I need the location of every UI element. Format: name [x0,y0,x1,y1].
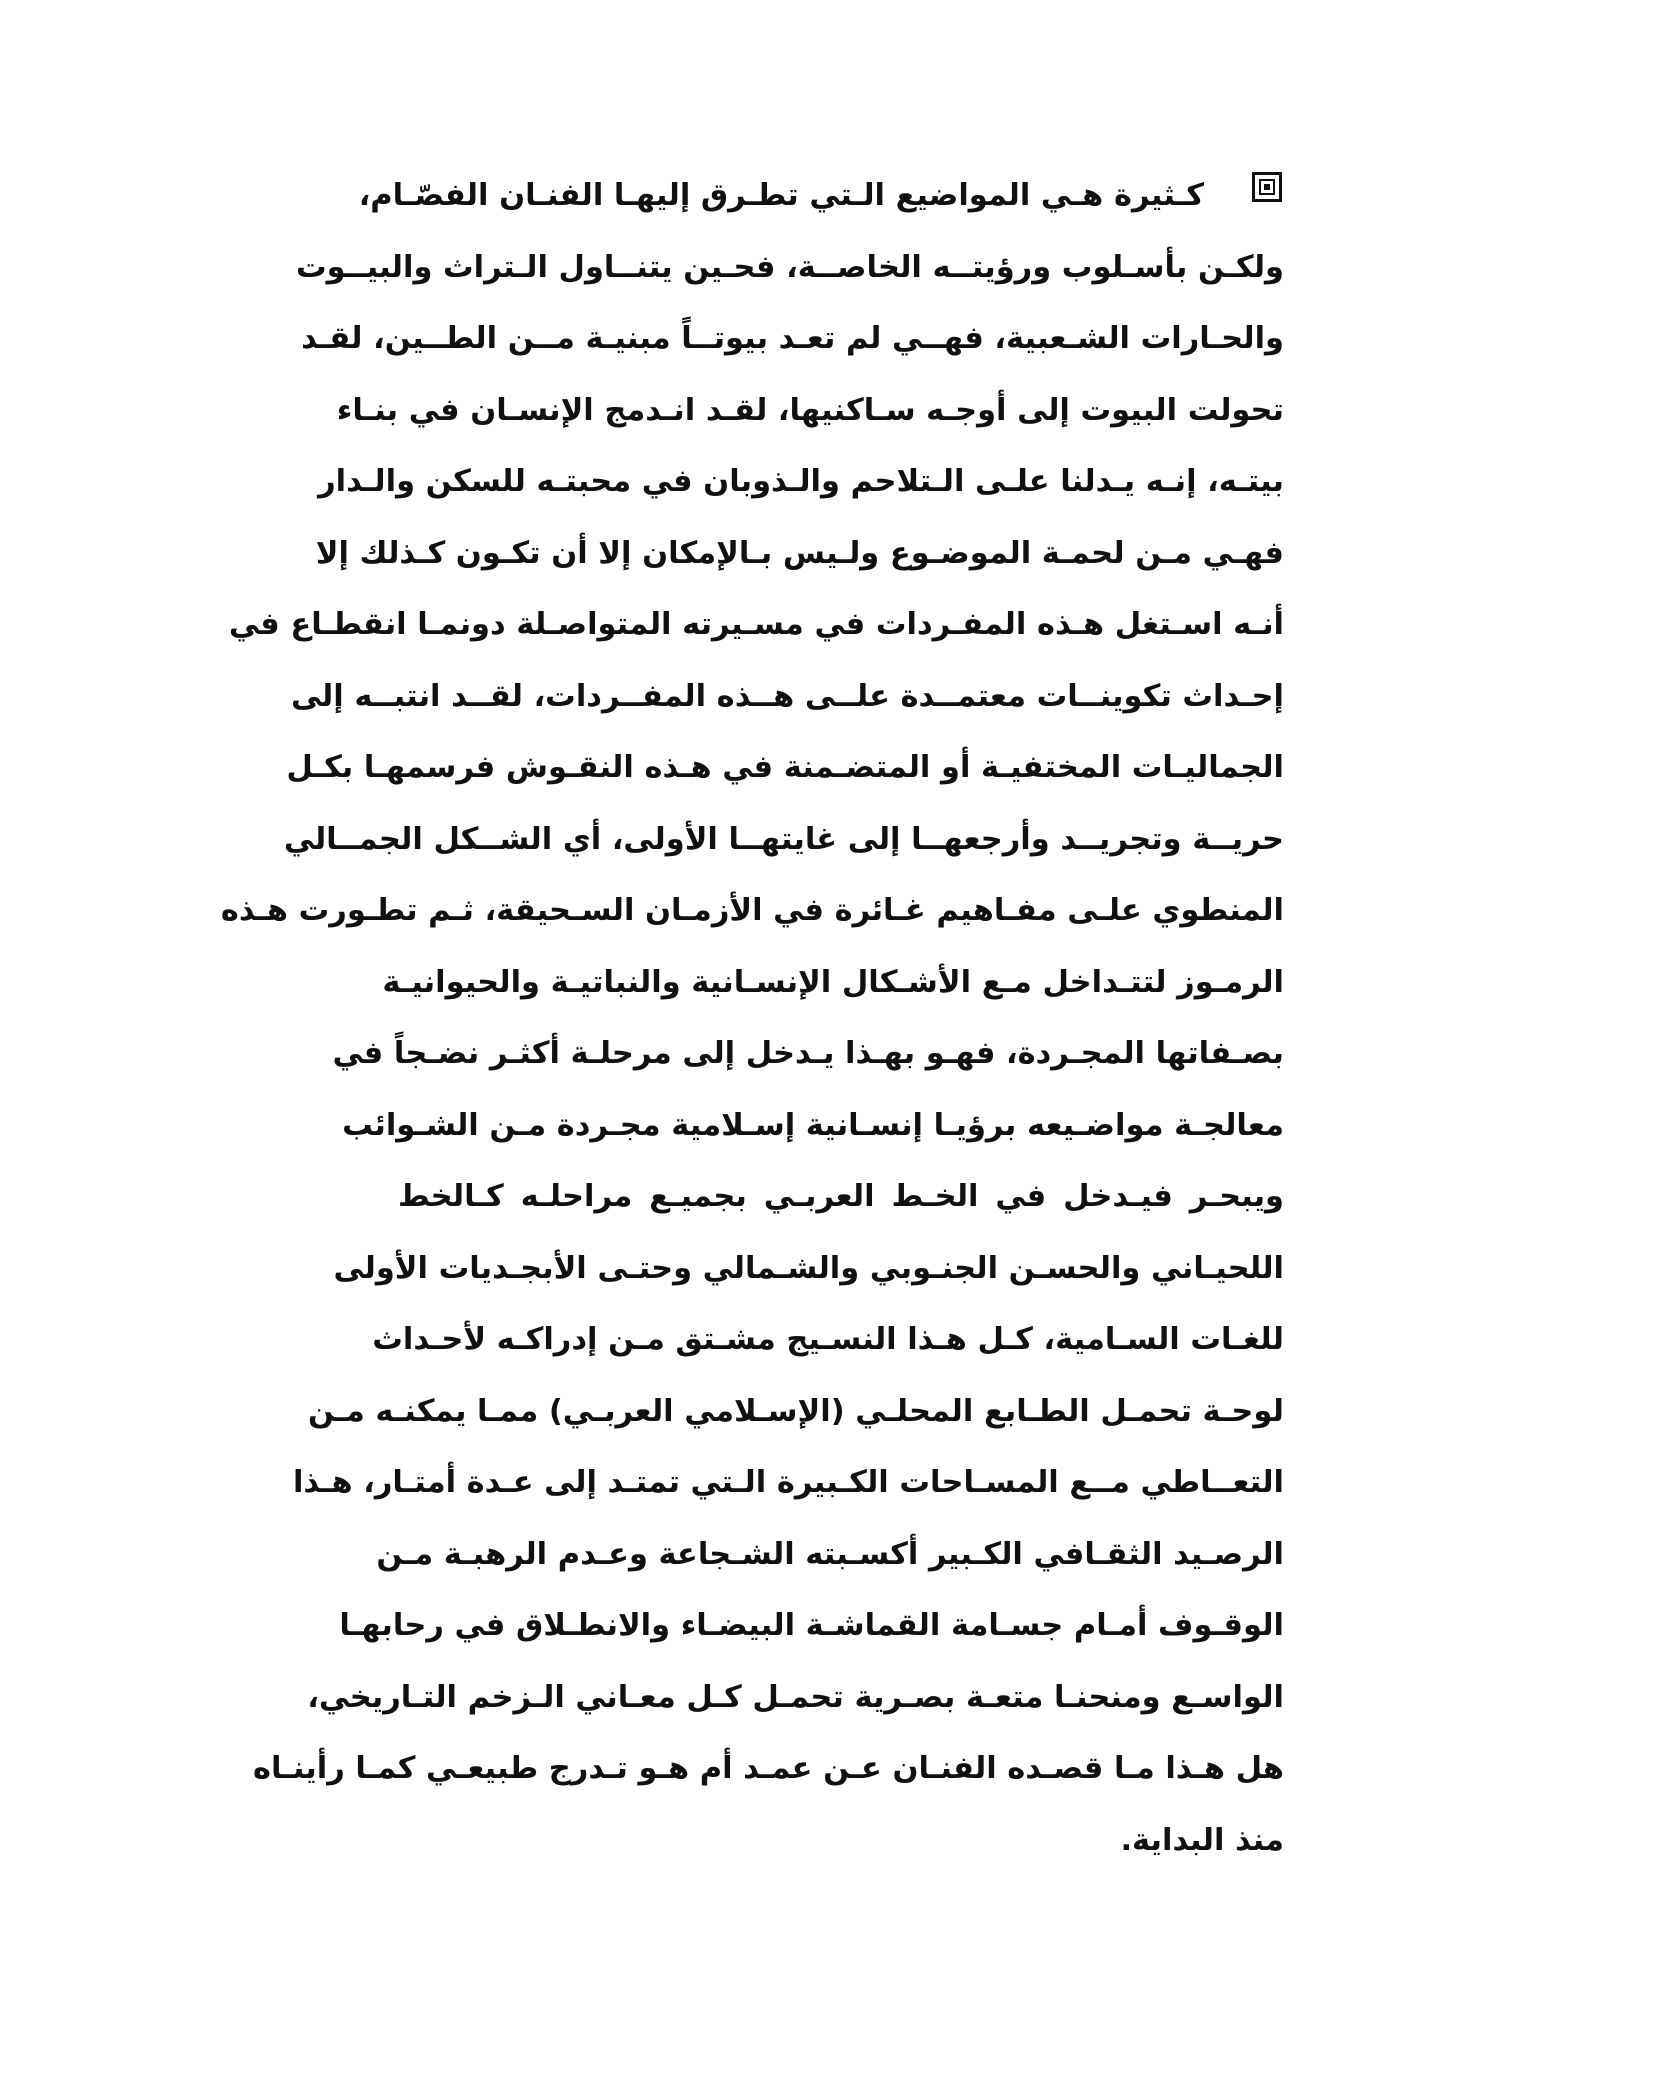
text-line: الرصـيد الثقـافي الكـبير أكسـبته الشـجاعة وعـدم الرهبـة مـن [376,1536,1284,1572]
text-line: فهـي مـن لحمـة الموضـوع ولـيس بـالإمكان إلا أن تكـون كـذلك إلا [315,535,1284,571]
text-line: منذ البداية. [1120,1822,1284,1858]
text-line: هل هـذا مـا قصـده الفنـان عـن عمـد أم هـو تـدرج طبيعـي كمـا رأينـاه [252,1751,1284,1786]
text-line: الوقـوف أمـام جسـامة القماشـة البيضـاء والانطـلاق في رحابهـا [339,1608,1284,1643]
text-line: تحولت البيوت إلى أوجـه سـاكنيها، لقـد انـدمج الإنسـان في بنـاء [336,392,1284,428]
text-line: ويبحـر فيـدخل في الخـط العربـي بجميـع مراحلـه كـالخط [398,1179,1284,1214]
text-line: أنـه اسـتغل هـذه المفـردات في مسـيرته المتواصـلة دونمـا انقطـاع في [228,607,1284,642]
text-line: اللحيـاني والحسـن الجنـوبي والشـمالي وحتـى الأبجـديات الأولى [333,1250,1284,1286]
text-line: لوحـة تحمـل الطـابع المحلـي (الإسـلامي العربـي) ممـا يمكنـه مـن [308,1393,1284,1429]
text-line: كـثيرة هـي المواضيع الـتي تطـرق إليهـا الفنـان الفصّـام، [358,178,1204,213]
text-line: للغـات السـامية، كـل هـذا النسـيج مشـتق مـن إدراكـه لأحـداث [372,1322,1284,1357]
text-line: الرمـوز لتتـداخل مـع الأشـكال الإنسـانية والنباتيـة والحيوانيـة [382,964,1284,1000]
text-line: والحـارات الشـعبية، فهــي لم تعـد بيوتــاً مبنيـة مــن الطــين، لقـد [301,321,1284,356]
text-line: بيتـه، إنـه يـدلنا علـى الـتلاحم والـذوبان في محبتـه للسكن والـدار [318,464,1284,499]
text-line: ولكـن بأسـلوب ورؤيتــه الخاصــة، فحـين يتنــاول الـتراث والبيــوت [296,249,1284,285]
text-line: التعــاطي مــع المسـاحات الكـبيرة الـتي تمتـد إلى عـدة أمتـار، هـذا [292,1465,1284,1500]
text-line: معالجـة مواضـيعه برؤيـا إنسـانية إسـلامية مجـردة مـن الشـوائب [342,1107,1284,1143]
text-line: حريــة وتجريــد وأرجعهــا إلى غايتهــا الأولى، أي الشــكل الجمــالي [283,821,1284,857]
text-line: بصـفاتها المجـردة، فهـو بهـذا يـدخل إلى مرحلـة أكثـر نضـجاً في [332,1036,1284,1071]
text-line: المنطوي علـى مفـاهيم غـائرة في الأزمـان السـحيقة، ثـم تطـورت هـذه [220,893,1284,928]
text-line: الجماليـات المختفيـة أو المتضـمنة في هـذه النقـوش فرسمهـا بكـل [286,750,1284,785]
text-line: إحـداث تكوينــات معتمــدة علــى هــذه المفــردات، لقــد انتبــه إلى [290,678,1284,714]
paragraph [220,160,1284,1876]
text-line: الواسـع ومنحنـا متعـة بصـرية تحمـل كـل معـاني الـزخم التـاريخي، [307,1679,1284,1715]
